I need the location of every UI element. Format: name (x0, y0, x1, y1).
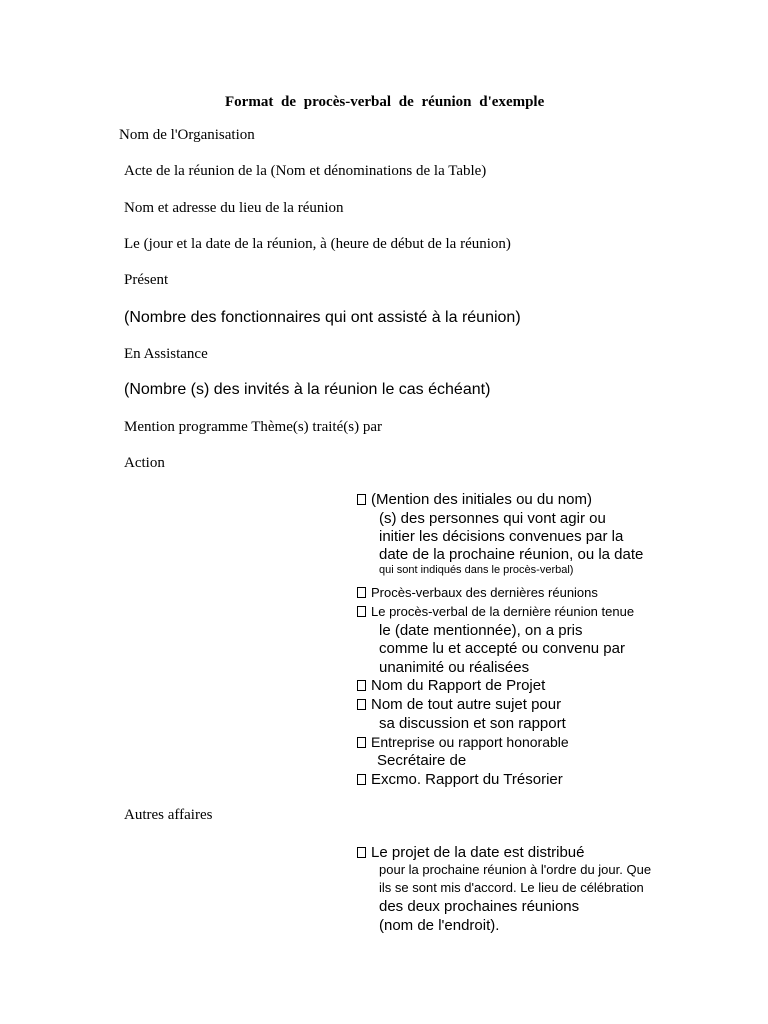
autres-item-line5: (nom de l'endroit). (379, 917, 500, 934)
checkbox-icon (357, 699, 366, 710)
autres-affaires-label: Autres affaires (124, 807, 213, 823)
action-item-last-meeting-text: Le procès-verbal de la dernière réunion tenue (371, 604, 635, 619)
action-item-previous-minutes (357, 586, 598, 599)
checkbox-icon (357, 494, 366, 505)
assistance-label: En Assistance (124, 346, 208, 362)
action-label: Action (124, 455, 165, 471)
action-item-initials-line5: qui sont indiqués dans le procès-verbal) (379, 564, 574, 576)
meeting-date: Le (jour et la date de la réunion, à (heure de début de la réunion) (124, 236, 511, 252)
checkbox-icon (357, 587, 366, 598)
action-item-initials-line3: initier les décisions convenues par la (379, 528, 624, 545)
checkbox-icon (357, 680, 366, 691)
autres-item-line3: ils se sont mis d'accord. Le lieu de célébration (379, 880, 644, 895)
checkbox-icon (357, 737, 366, 748)
action-item-last-meeting (357, 605, 634, 618)
action-item-project-report (357, 678, 545, 693)
autres-item-line4: des deux prochaines réunions (379, 898, 580, 915)
action-item-other-subject (357, 697, 561, 712)
action-item-other-subject-text: Nom de tout autre sujet pour (371, 696, 562, 713)
action-item-initials-text: (Mention des initiales ou du nom) (371, 491, 592, 508)
present-value: (Nombre des fonctionnaires qui ont assisté à la réunion) (124, 309, 521, 326)
action-item-initials-line4: date de la prochaine réunion, ou la date (379, 546, 644, 563)
action-item-treasurer-report (357, 772, 563, 787)
action-item-treasurer-report-text: Excmo. Rapport du Trésorier (371, 771, 563, 788)
action-item-business-report-text: Entreprise ou rapport honorable (371, 734, 569, 750)
action-item-other-subject-line2: sa discussion et son rapport (379, 715, 566, 732)
meeting-location: Nom et adresse du lieu de la réunion (124, 200, 344, 216)
action-item-business-report (357, 735, 569, 749)
document-title: Format de procès-verbal de réunion d'exemple (225, 94, 545, 110)
autres-item-draft-date (357, 845, 584, 860)
meeting-act: Acte de la réunion de la (Nom et dénominations de la Table) (124, 163, 487, 179)
action-item-initials-line2: (s) des personnes qui vont agir ou (379, 510, 606, 527)
action-item-last-meeting-line2: le (date mentionnée), on a pris (379, 622, 583, 639)
checkbox-icon (357, 847, 366, 858)
action-item-last-meeting-line4: unanimité ou réalisées (379, 659, 530, 676)
mention-topics: Mention programme Thème(s) traité(s) par (124, 419, 382, 435)
autres-item-line2: pour la prochaine réunion à l'ordre du jour. Que (379, 862, 652, 877)
autres-item-draft-date-text: Le projet de la date est distribué (371, 844, 585, 861)
action-item-previous-minutes-text: Procès-verbaux des dernières réunions (371, 585, 598, 600)
checkbox-icon (357, 774, 366, 785)
assistance-value: (Nombre (s) des invités à la réunion le cas échéant) (124, 381, 491, 398)
organisation-name: Nom de l'Organisation (119, 127, 255, 143)
action-item-business-report-line2: Secrétaire de (377, 752, 467, 769)
action-item-initials (357, 492, 592, 507)
present-label: Présent (124, 272, 169, 288)
action-item-last-meeting-line3: comme lu et accepté ou convenu par (379, 640, 625, 657)
action-item-project-report-text: Nom du Rapport de Projet (371, 677, 546, 694)
checkbox-icon (357, 606, 366, 617)
